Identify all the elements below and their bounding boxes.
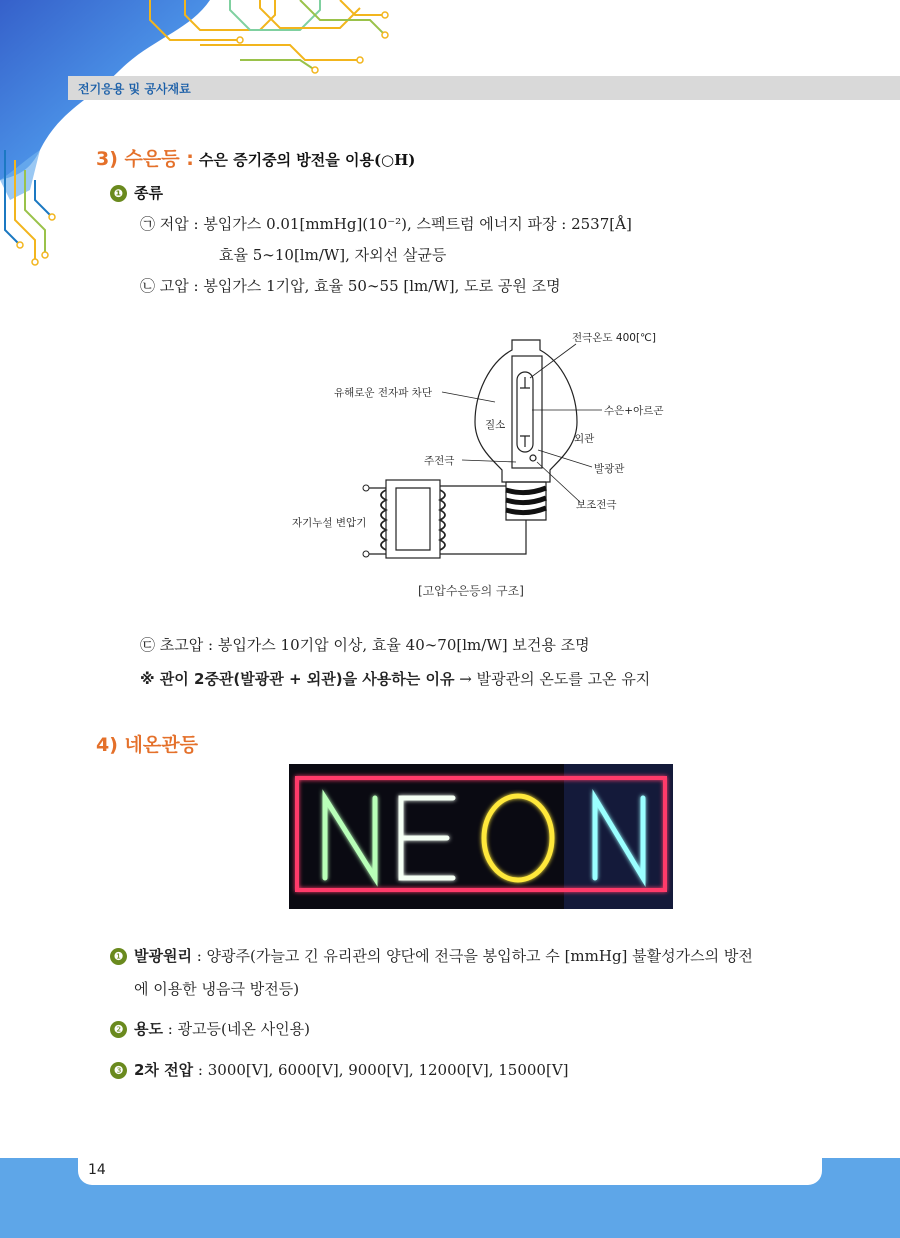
principle-text-cont: 에 이용한 냉음극 방전등) bbox=[134, 980, 300, 998]
voltage-title: 2차 전압 bbox=[134, 1061, 194, 1079]
usage-marker: ❷ bbox=[110, 1021, 127, 1038]
low-pressure-line: ㉠ 저압 : 봉입가스 0.01[mmHg](10⁻²), 스펙트럼 에너지 파장 : 2537[Å] bbox=[140, 215, 632, 233]
usage-item bbox=[110, 1018, 310, 1039]
running-title: 전기응용 및 공사재료 bbox=[78, 82, 191, 96]
ultra-high-line: ㉢ 초고압 : 봉입가스 10기압 이상, 효율 40∼70[lm/W] 보건용 조명 bbox=[140, 636, 590, 654]
label-mercury-argon: 수은+아르곤 bbox=[604, 405, 664, 417]
kinds-title: 종류 bbox=[134, 184, 163, 202]
section3-subtitle: 수은 증기중의 방전을 이용(○H) bbox=[198, 151, 416, 169]
label-outer-tube: 외관 bbox=[574, 433, 595, 445]
label-nitrogen: 질소 bbox=[485, 419, 506, 431]
principle-text: : 양광주(가늘고 긴 유리관의 양단에 전극을 봉입하고 수 [mmHg] 불활성가스의 방전 bbox=[191, 947, 753, 965]
section4-title: 4) 네온관등 bbox=[96, 734, 198, 756]
diagram-caption: [고압수은등의 구조] bbox=[418, 584, 524, 598]
header-bar bbox=[68, 76, 900, 100]
section3-heading bbox=[96, 144, 415, 171]
section3-title: 3) 수은등 : bbox=[96, 148, 194, 170]
neon-sign-image bbox=[289, 764, 673, 909]
label-electrode-temp: 전극온도 400[℃] bbox=[572, 332, 656, 344]
label-uv-block: 유해로운 전자파 차단 bbox=[334, 387, 432, 399]
footer-tab bbox=[78, 1158, 822, 1185]
high-pressure-line: ㉡ 고압 : 봉입가스 1기압, 효율 50∼55 [lm/W], 도로 공원 조명 bbox=[140, 277, 561, 295]
principle-item bbox=[110, 945, 753, 966]
label-arc-tube: 발광관 bbox=[594, 463, 625, 475]
note-suffix: → 발광관의 온도를 고온 유지 bbox=[459, 670, 651, 688]
label-transformer: 자기누설 변압기 bbox=[292, 517, 367, 529]
label-aux-electrode: 보조전극 bbox=[576, 499, 617, 511]
principle-title: 발광원리 bbox=[134, 947, 192, 965]
low-pressure-line2: 효율 5∼10[lm/W], 자외선 살균등 bbox=[219, 246, 447, 264]
kinds-heading bbox=[110, 182, 163, 203]
principle-marker: ❶ bbox=[110, 948, 127, 965]
mercury-lamp-diagram bbox=[280, 322, 680, 582]
voltage-item bbox=[110, 1059, 569, 1080]
label-main-electrode: 주전극 bbox=[424, 455, 455, 467]
usage-title: 용도 bbox=[134, 1020, 163, 1038]
voltage-marker: ❸ bbox=[110, 1062, 127, 1079]
double-tube-note bbox=[140, 668, 650, 689]
note-prefix: ※ 관이 2중관(발광관 + 외관)을 사용하는 이유 bbox=[140, 670, 455, 688]
kinds-marker: ❶ bbox=[110, 185, 127, 202]
usage-text: : 광고등(네온 사인용) bbox=[162, 1020, 310, 1038]
voltage-text: : 3000[V], 6000[V], 9000[V], 12000[V], 15000[V] bbox=[193, 1061, 569, 1079]
page-number: 14 bbox=[88, 1162, 106, 1178]
